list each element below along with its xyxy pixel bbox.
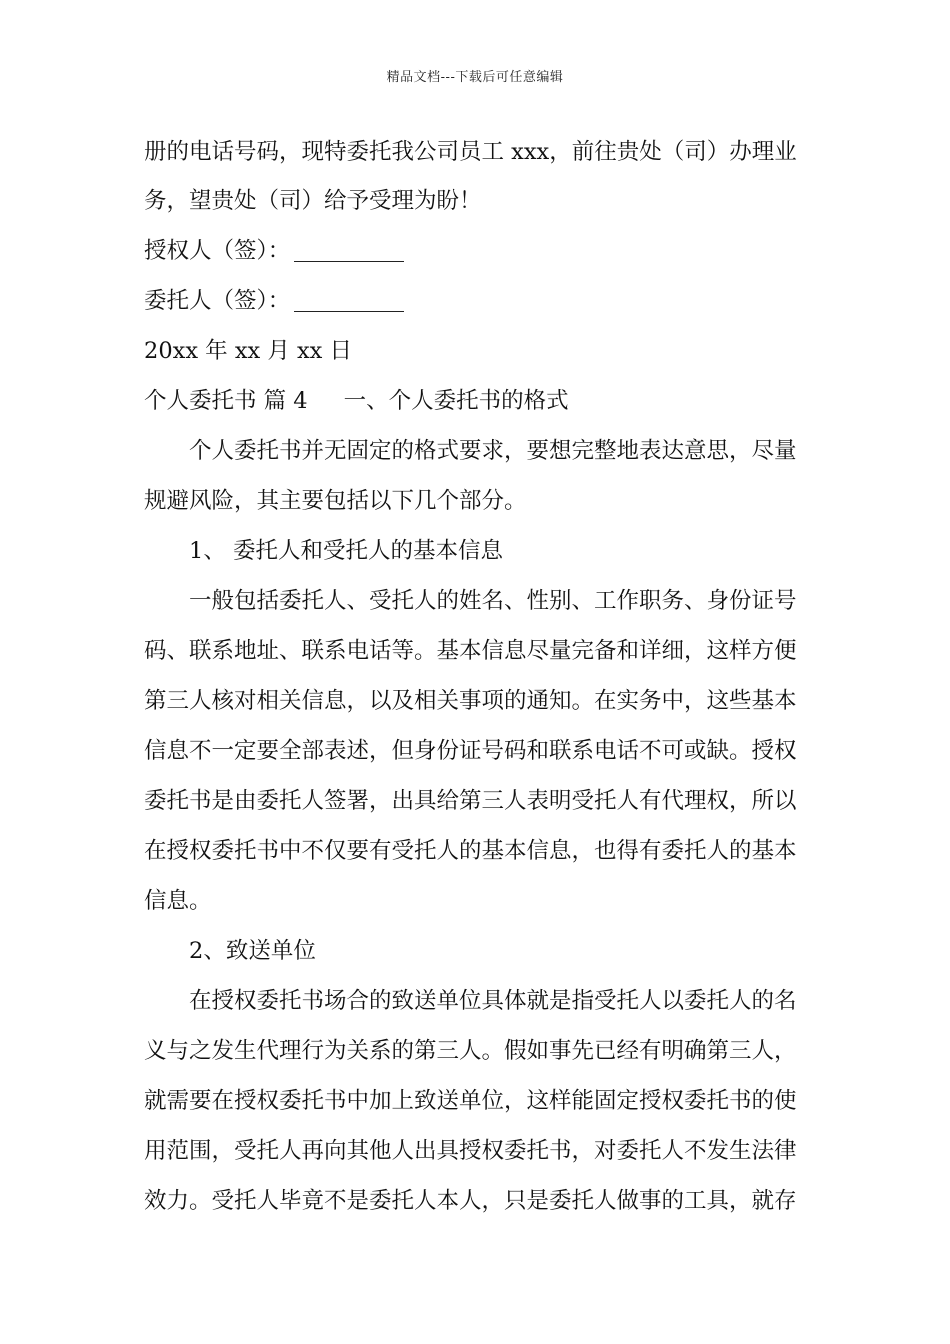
text-line: 务，望贵处（司）给予受理为盼！ <box>144 188 482 214</box>
principal-label: 委托人（签）： <box>144 288 291 314</box>
paragraph-line: 效力。受托人毕竟不是委托人本人，只是委托人做事的工具，就存 <box>144 1188 797 1214</box>
paragraph-line: 规避风险，其主要包括以下几个部分。 <box>144 488 527 514</box>
paragraph-line: 第三人核对相关信息，以及相关事项的通知。在实务中，这些基本 <box>144 688 797 714</box>
subheading: 1、 委托人和受托人的基本信息 <box>189 538 503 564</box>
signature-line-principal <box>144 286 404 316</box>
subheading: 2、致送单位 <box>189 938 316 964</box>
paragraph-line: 信息不一定要全部表述，但身份证号码和联系电话不可或缺。授权 <box>144 738 797 764</box>
signature-blank <box>294 239 404 262</box>
paragraph-line: 信息。 <box>144 888 212 914</box>
paragraph-line: 码、联系地址、联系电话等。基本信息尽量完备和详细，这样方便 <box>144 638 797 664</box>
signature-blank <box>294 289 404 312</box>
page-header: 精品文档---下载后可任意编辑 <box>386 70 564 85</box>
paragraph-line: 一般包括委托人、受托人的姓名、性别、工作职务、身份证号 <box>189 588 797 614</box>
section-subtitle: 一、个人委托书的格式 <box>343 388 569 414</box>
authorizer-label: 授权人（签）： <box>144 238 291 264</box>
paragraph-line: 个人委托书并无固定的格式要求，要想完整地表达意思，尽量 <box>189 438 797 464</box>
section-heading <box>144 386 569 416</box>
paragraph-line: 委托书是由委托人签署，出具给第三人表明受托人有代理权，所以 <box>144 788 797 814</box>
section-title: 个人委托书 篇 4 <box>144 388 308 414</box>
paragraph-line: 在授权委托书中不仅要有受托人的基本信息，也得有委托人的基本 <box>144 838 797 864</box>
paragraph-line: 义与之发生代理行为关系的第三人。假如事先已经有明确第三人， <box>144 1038 797 1064</box>
date-line: 20xx 年 xx 月 xx 日 <box>144 338 353 364</box>
text-line: 册的电话号码，现特委托我公司员工 xxx，前往贵处（司）办理业 <box>144 139 797 165</box>
paragraph-line: 就需要在授权委托书中加上致送单位，这样能固定授权委托书的使 <box>144 1088 797 1114</box>
paragraph-line: 在授权委托书场合的致送单位具体就是指受托人以委托人的名 <box>189 988 797 1014</box>
paragraph-line: 用范围，受托人再向其他人出具授权委托书，对委托人不发生法律 <box>144 1138 797 1164</box>
signature-line-authorizer <box>144 236 404 266</box>
